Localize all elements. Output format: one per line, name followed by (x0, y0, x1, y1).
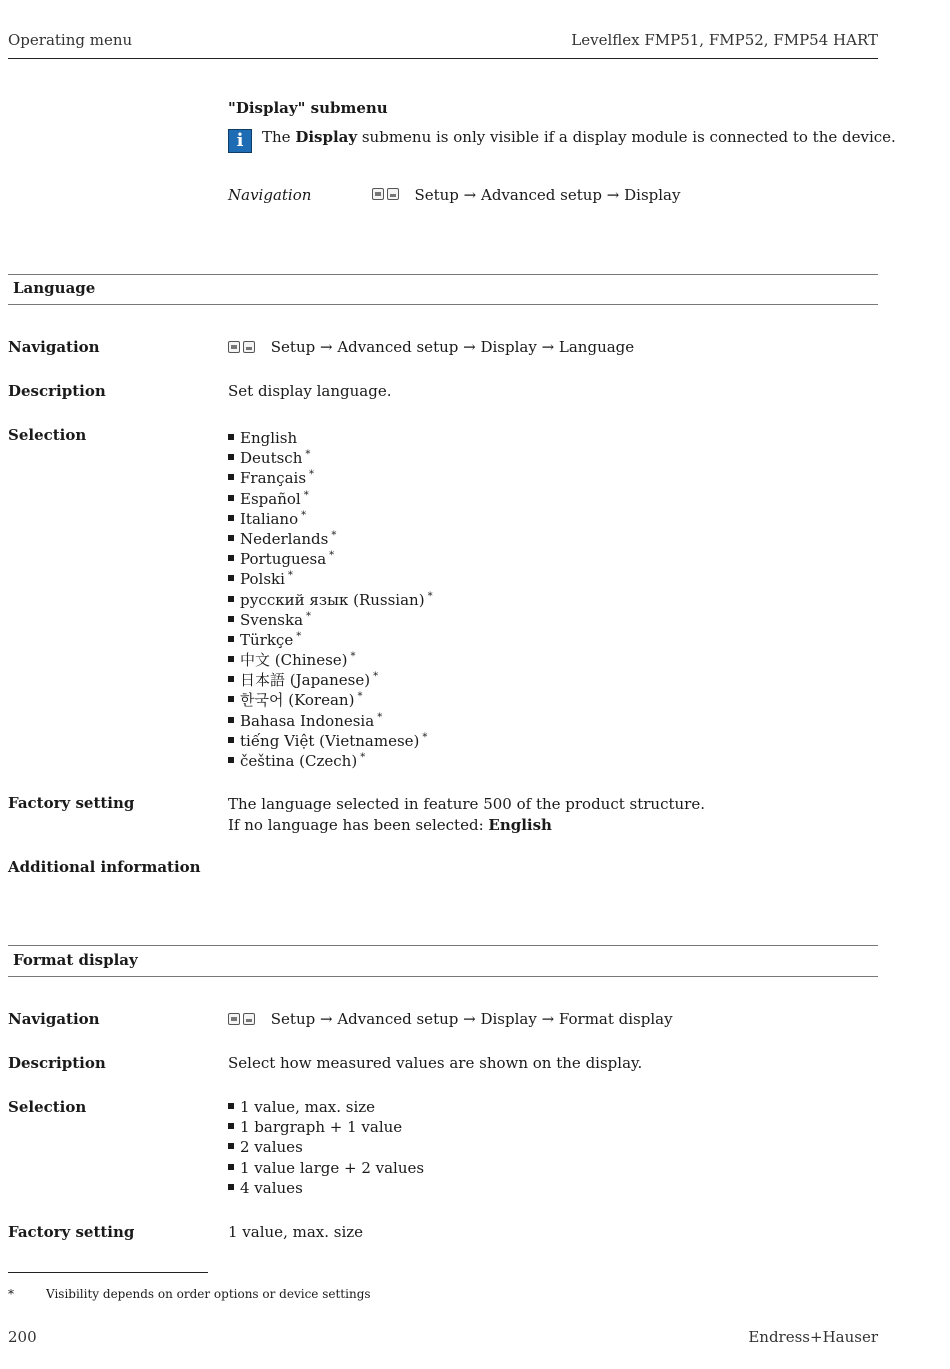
factory-setting-label: Factory setting (8, 794, 135, 812)
keypad-icon (228, 339, 258, 357)
page-number: 200 (8, 1328, 37, 1346)
section-title-language: Language (13, 279, 96, 297)
language-factory-setting: The language selected in feature 500 of the product structure. If no language has been selected: English (228, 795, 705, 834)
language-navigation (228, 338, 634, 357)
footnote-mark: * (8, 1287, 14, 1301)
list-item: čeština (Czech) * (228, 748, 433, 768)
description-label: Description (8, 382, 106, 400)
list-item: 1 value, max. size (228, 1097, 424, 1117)
header-divider (8, 58, 878, 59)
list-item: Svenska * (228, 607, 433, 627)
submenu-nav-path: Setup → Advanced setup → Display (414, 186, 681, 204)
list-item: English (228, 425, 433, 445)
list-item: Italiano * (228, 506, 433, 526)
running-header-product: Levelflex FMP51, FMP52, FMP54 HART (571, 31, 878, 49)
list-item: Español * (228, 486, 433, 506)
navigation-label: Navigation (8, 338, 100, 356)
language-nav-path: Setup → Advanced setup → Display → Language (270, 338, 635, 356)
list-item: 2 values (228, 1137, 424, 1157)
list-item: 1 bargraph + 1 value (228, 1117, 424, 1137)
submenu-navigation-label: Navigation (228, 186, 312, 204)
footnote-text: Visibility depends on order options or device settings (46, 1287, 371, 1301)
list-item: Deutsch * (228, 445, 433, 465)
submenu-navigation (372, 186, 680, 204)
navigation-label: Navigation (8, 1010, 100, 1028)
section-divider-top (8, 945, 878, 946)
list-item: Bahasa Indonesia * (228, 708, 433, 728)
keypad-icon (228, 1011, 258, 1029)
footnote-divider (8, 1272, 208, 1273)
format-factory-setting: 1 value, max. size (228, 1223, 364, 1241)
keypad-icon (372, 188, 402, 204)
info-icon: i (228, 129, 252, 153)
description-label: Description (8, 1054, 106, 1072)
list-item: Français * (228, 465, 433, 485)
list-item: 한국어 (Korean) * (228, 687, 433, 707)
list-item: 4 values (228, 1178, 424, 1198)
section-divider-top (8, 274, 878, 275)
list-item: 1 value large + 2 values (228, 1158, 424, 1178)
submenu-title: "Display" submenu (228, 99, 388, 117)
list-item: 中文 (Chinese) * (228, 647, 433, 667)
selection-label: Selection (8, 426, 87, 444)
list-item: 日本語 (Japanese) * (228, 667, 433, 687)
language-description: Set display language. (228, 382, 392, 400)
list-item: Nederlands * (228, 526, 433, 546)
format-description: Select how measured values are shown on the display. (228, 1054, 643, 1072)
format-navigation (228, 1010, 673, 1029)
factory-setting-label: Factory setting (8, 1223, 135, 1241)
section-divider-bottom (8, 976, 878, 977)
language-selection-list (228, 425, 433, 768)
format-selection-list (228, 1097, 424, 1198)
list-item: русский язык (Russian) * (228, 587, 433, 607)
section-title-format-display: Format display (13, 951, 138, 969)
submenu-info-note: The Display submenu is only visible if a display module is connected to the device. (262, 128, 896, 146)
list-item: Türkçe * (228, 627, 433, 647)
section-divider-bottom (8, 304, 878, 305)
additional-information-label: Additional information (8, 858, 201, 876)
selection-label: Selection (8, 1098, 87, 1116)
list-item: Polski * (228, 566, 433, 586)
brand-name: Endress+Hauser (748, 1328, 878, 1346)
format-nav-path: Setup → Advanced setup → Display → Format display (270, 1010, 673, 1028)
list-item: Portuguesa * (228, 546, 433, 566)
list-item: tiếng Việt (Vietnamese) * (228, 728, 433, 748)
running-header-section: Operating menu (8, 31, 133, 49)
